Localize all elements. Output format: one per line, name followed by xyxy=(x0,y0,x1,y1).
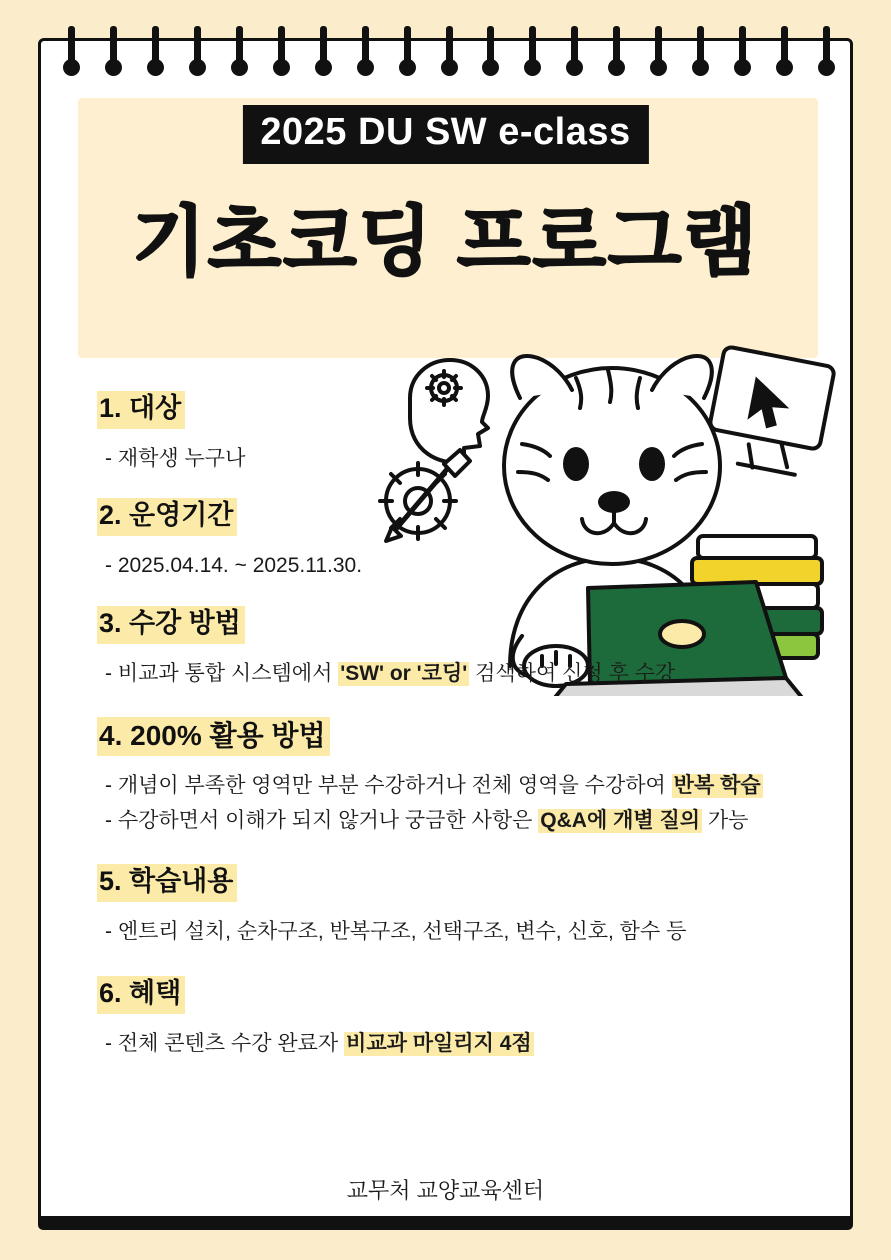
body-text: - 전체 콘텐츠 수강 완료자 xyxy=(105,1031,345,1055)
poster-eyebrow: 2025 DU SW e-class xyxy=(242,105,648,164)
section-body xyxy=(105,549,807,584)
body-line: - 재학생 누구나 xyxy=(105,446,246,470)
section-body xyxy=(105,915,807,950)
body-text: - 비교과 통합 시스템에서 xyxy=(105,661,339,685)
section-usage-tips xyxy=(97,717,807,838)
poster-bottom-bar xyxy=(38,1216,853,1230)
body-line: - 2025.04.14. ~ 2025.11.30. xyxy=(105,554,363,578)
highlight-keyword: Q&A에 개별 질의 xyxy=(540,808,701,832)
body-line xyxy=(105,657,807,692)
section-body xyxy=(105,657,807,692)
section-heading: 4. 200% 활용 방법 xyxy=(97,717,330,756)
section-body xyxy=(105,442,807,477)
section-body xyxy=(105,769,807,838)
body-text: 가능 xyxy=(702,808,749,832)
section-how-to-enroll xyxy=(97,606,807,691)
poster-card xyxy=(38,38,853,1228)
content-list xyxy=(97,391,807,1067)
body-line xyxy=(105,1027,807,1062)
highlight-keyword: 'SW' or '코딩' xyxy=(340,661,468,685)
section-target xyxy=(97,391,807,476)
section-heading: 3. 수강 방법 xyxy=(97,606,245,644)
body-line: - 엔트리 설치, 순차구조, 반복구조, 선택구조, 변수, 신호, 함수 등 xyxy=(105,920,687,944)
body-line xyxy=(105,804,807,839)
section-heading: 5. 학습내용 xyxy=(97,864,237,902)
section-body xyxy=(105,1027,807,1062)
highlight-keyword: 비교과 마일리지 4점 xyxy=(346,1031,532,1055)
section-period xyxy=(97,498,807,583)
section-heading: 1. 대상 xyxy=(97,391,185,429)
body-line xyxy=(105,769,807,804)
section-heading: 2. 운영기간 xyxy=(97,498,237,536)
section-heading: 6. 혜택 xyxy=(97,976,185,1014)
body-text: - 수강하면서 이해가 되지 않거나 궁금한 사항은 xyxy=(105,808,539,832)
footer-organization: 교무처 교양교육센터 xyxy=(346,1178,545,1203)
highlight-keyword: 반복 학습 xyxy=(673,774,761,798)
section-curriculum xyxy=(97,864,807,949)
body-text: 검색하여 신청 후 수강 xyxy=(469,661,676,685)
page-title: 기초코딩 프로그램 xyxy=(132,200,759,285)
section-benefits xyxy=(97,976,807,1061)
body-text: - 개념이 부족한 영역만 부분 수강하거나 전체 영역을 수강하여 xyxy=(105,774,672,798)
